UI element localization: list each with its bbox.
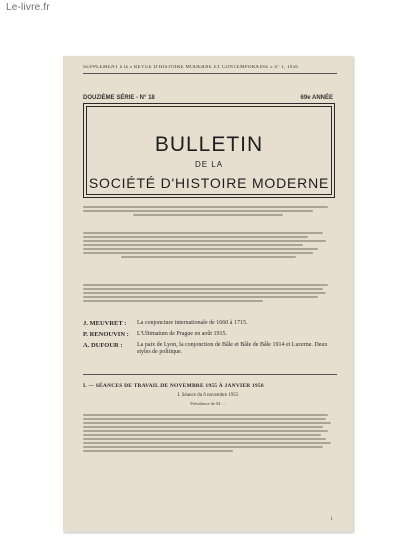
supplement-line: SUPPLÉMENT à la « REVUE D'HISTOIRE MODERNE ET CONTEMPORAINE » n° 1, 1956 (83, 65, 299, 70)
societe-title: SOCIÉTÉ D'HISTOIRE MODERNE (88, 175, 330, 191)
toc-entry (83, 331, 339, 338)
toc-entry (83, 342, 339, 356)
toc-title: La paix de Lyon, la conjonction de Bâle et Bâle de Bâle 1914 et Lucerne. Deux styles de politique. (137, 342, 328, 355)
toc-author: P. RENOUVIN : (83, 331, 129, 338)
watermark-text: Le-livre.fr (6, 2, 50, 13)
document-page (63, 56, 353, 532)
toc-title: La conjoncture internationale de 1660 à 1715. (137, 320, 248, 326)
committee-block (83, 230, 333, 260)
year-label: 69e ANNÉE (300, 95, 333, 101)
session-date: I. Séance du 6 novembre 1955 (177, 393, 239, 398)
series-number: DOUZIÈME SÉRIE - N° 18 (83, 95, 155, 101)
bulletin-title: BULLETIN (154, 133, 264, 156)
toc-author: J. MEUVRET : (83, 320, 127, 327)
section-heading: I. — SÉANCES DE TRAVAIL DE NOVEMBRE 1955 À JANVIER 1956 (83, 383, 264, 389)
subscription-block (83, 282, 333, 304)
minutes-text-block (83, 412, 333, 454)
toc-author: A. DUFOUR : (83, 342, 123, 349)
middle-rule (83, 374, 337, 375)
toc-entry (83, 320, 339, 327)
board-members-block (83, 204, 333, 218)
presidency-line: Présidence de M. ... (190, 401, 226, 406)
title-frame (83, 103, 335, 198)
top-rule (83, 73, 337, 74)
table-of-contents (83, 320, 339, 360)
toc-title: L'Ultimatum de Prague en août 1915. (137, 331, 228, 337)
title-inner-frame (86, 106, 332, 195)
de-la-label: DE LA (194, 160, 224, 169)
page-number: 1 (330, 517, 333, 522)
